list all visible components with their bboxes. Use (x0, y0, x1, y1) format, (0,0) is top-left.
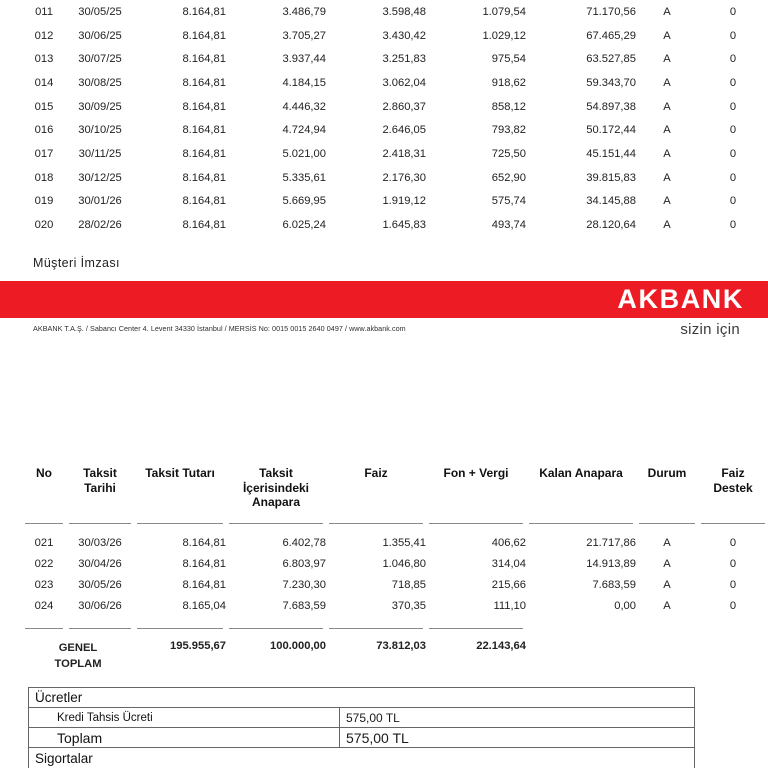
cell-interest: 1.645,83 (382, 219, 426, 232)
cell-status: A (663, 600, 671, 612)
row-pad (0, 24, 22, 48)
header-remaining-label: Kalan Anapara (539, 466, 623, 480)
cell-interest: 2.860,37 (382, 100, 426, 113)
total-rule-row (0, 617, 768, 638)
rule-no (22, 512, 66, 533)
total-pad (0, 638, 22, 672)
cell-fund-tax: 493,74 (491, 219, 526, 232)
grand-total-label (22, 638, 134, 672)
cell-support: 0 (729, 600, 737, 612)
insurance-section-header (29, 748, 694, 768)
cell-no: 014 (34, 76, 54, 89)
cell-date: 28/02/26 (78, 219, 122, 232)
header-status-label: Durum (647, 466, 687, 480)
cell-status: A (663, 147, 671, 160)
cell-no: 020 (34, 219, 54, 232)
rule-support (698, 512, 768, 533)
customer-signature-label: Müşteri İmzası (33, 256, 120, 270)
cell-fund-tax: 111,10 (493, 600, 526, 612)
header-principal-line2: İçerisindeki (242, 480, 310, 495)
cell-no: 023 (34, 579, 54, 591)
cell-date: 30/03/26 (78, 537, 122, 549)
cell-fund-tax: 975,54 (491, 53, 526, 66)
fee-item-label: Kredi Tahsis Ücreti (57, 711, 153, 724)
cell-date: 30/12/25 (78, 171, 122, 184)
cell-no: 012 (34, 29, 54, 42)
cell-remaining: 28.120,64 (586, 219, 636, 232)
cell-no: 018 (34, 171, 54, 184)
cell-date: 30/04/26 (78, 558, 122, 570)
fees-section-header (29, 688, 694, 708)
cell-interest: 2.418,31 (382, 147, 426, 160)
cell-installment: 8.164,81 (182, 5, 226, 18)
cell-installment: 8.164,81 (182, 76, 226, 89)
rule-interest (326, 512, 426, 533)
table-row (0, 118, 768, 142)
table-row (0, 142, 768, 166)
rule-fund-tax (426, 512, 526, 533)
cell-status: A (663, 579, 671, 591)
cell-principal: 3.937,44 (282, 53, 326, 66)
rule-installment (134, 512, 226, 533)
insurance-section-title: Sigortalar (35, 750, 93, 766)
cell-remaining: 0,00 (614, 600, 636, 612)
cell-interest: 718,85 (391, 579, 426, 591)
cell-no: 017 (34, 147, 54, 160)
grand-total-row (0, 638, 768, 672)
row-pad (0, 190, 22, 214)
cell-date: 30/06/26 (78, 600, 122, 612)
cell-principal: 7.230,30 (282, 579, 326, 591)
fee-total-label: Toplam (57, 729, 103, 746)
header-support-line1: Faiz (721, 466, 745, 480)
cell-installment: 8.164,81 (182, 195, 226, 208)
cell-fund-tax: 1.079,54 (482, 5, 526, 18)
rule-remaining (526, 617, 636, 638)
header-no (22, 466, 66, 512)
header-installment-label: Taksit Tutarı (145, 466, 215, 480)
total-remaining-empty (526, 638, 636, 672)
cell-remaining: 63.527,85 (586, 53, 636, 66)
header-date (66, 466, 134, 512)
cell-interest: 2.176,30 (382, 171, 426, 184)
rule-principal (226, 617, 326, 638)
header-support-line2: Destek (713, 480, 753, 495)
total-support-empty (698, 638, 768, 672)
rule-date (66, 617, 134, 638)
rule-installment (134, 617, 226, 638)
cell-support: 0 (729, 147, 737, 160)
cell-fund-tax: 1.029,12 (482, 29, 526, 42)
header-principal (226, 466, 326, 512)
header-principal-line3: Anapara (251, 495, 301, 509)
grand-total-label-line2: TOPLAM (54, 657, 102, 670)
cell-interest: 3.062,04 (382, 76, 426, 89)
cell-remaining: 34.145,88 (586, 195, 636, 208)
cell-remaining: 67.465,29 (586, 29, 636, 42)
header-support (698, 466, 768, 512)
cell-no: 016 (34, 124, 54, 137)
cell-date: 30/10/25 (78, 124, 122, 137)
cell-installment: 8.164,81 (182, 29, 226, 42)
cell-status: A (663, 171, 671, 184)
cell-interest: 370,35 (391, 600, 426, 612)
row-pad (0, 0, 22, 24)
cell-support: 0 (729, 171, 737, 184)
cell-status: A (663, 537, 671, 549)
cell-status: A (663, 5, 671, 18)
fee-total-value: 575,00 TL (339, 728, 694, 747)
row-pad (0, 575, 22, 596)
table-row (0, 0, 768, 24)
rule-interest (326, 617, 426, 638)
cell-support: 0 (729, 558, 737, 570)
table-row (0, 213, 768, 237)
cell-support: 0 (729, 5, 737, 18)
rule-fund-tax (426, 617, 526, 638)
cell-support: 0 (729, 29, 737, 42)
cell-fund-tax: 793,82 (491, 124, 526, 137)
cell-interest: 1.355,41 (382, 537, 426, 549)
header-fund-tax (426, 466, 526, 512)
cell-installment: 8.164,81 (182, 53, 226, 66)
header-no-label: No (36, 466, 52, 480)
cell-support: 0 (729, 53, 737, 66)
cell-date: 30/09/25 (78, 100, 122, 113)
fee-total-row (29, 728, 694, 748)
header-principal-line1: Taksit (259, 466, 293, 480)
cell-fund-tax: 918,62 (491, 76, 526, 89)
cell-support: 0 (729, 195, 737, 208)
cell-installment: 8.164,81 (182, 147, 226, 160)
header-status (636, 466, 698, 512)
row-pad (0, 118, 22, 142)
cell-no: 015 (34, 100, 54, 113)
cell-fund-tax: 725,50 (491, 147, 526, 160)
cell-status: A (663, 124, 671, 137)
installment-table-top (0, 0, 768, 237)
cell-no: 021 (34, 537, 54, 549)
header-interest (326, 466, 426, 512)
cell-principal: 7.683,59 (282, 600, 326, 612)
row-pad (0, 213, 22, 237)
cell-principal: 3.705,27 (282, 29, 326, 42)
table-row (0, 554, 768, 575)
cell-principal: 5.335,61 (282, 171, 326, 184)
row-pad (0, 142, 22, 166)
cell-interest: 3.598,48 (382, 5, 426, 18)
rule-pad (0, 617, 22, 638)
total-fund-tax: 22.143,64 (476, 639, 526, 652)
cell-installment: 8.164,81 (182, 100, 226, 113)
cell-support: 0 (729, 76, 737, 89)
rule-principal (226, 512, 326, 533)
cell-remaining: 71.170,56 (586, 5, 636, 18)
cell-status: A (663, 29, 671, 42)
cell-remaining: 59.343,70 (586, 76, 636, 89)
cell-status: A (663, 195, 671, 208)
cell-principal: 4.184,15 (282, 76, 326, 89)
cell-support: 0 (729, 219, 737, 232)
cell-installment: 8.164,81 (182, 537, 226, 549)
cell-principal: 6.803,97 (282, 558, 326, 570)
table-row (0, 47, 768, 71)
header-installment (134, 466, 226, 512)
cell-remaining: 50.172,44 (586, 124, 636, 137)
table-row (0, 24, 768, 48)
legal-footer-line: AKBANK T.A.Ş. / Sabancı Center 4. Levent 34330 İstanbul / MERSİS No: 0015 0015 2640 0497 / www.akbank.com (33, 324, 406, 333)
row-pad (0, 71, 22, 95)
cell-installment: 8.164,81 (182, 558, 226, 570)
cell-installment: 8.165,04 (182, 600, 226, 612)
cell-status: A (663, 219, 671, 232)
table-row (0, 190, 768, 214)
cell-no: 024 (34, 600, 54, 612)
brand-slogan: sizin için (680, 321, 740, 338)
row-pad (0, 533, 22, 554)
table-row (0, 71, 768, 95)
cell-status: A (663, 558, 671, 570)
fees-section-title: Ücretler (35, 690, 83, 705)
header-fund-tax-label: Fon + Vergi (443, 466, 509, 480)
cell-installment: 8.164,81 (182, 219, 226, 232)
fees-box (28, 687, 695, 768)
rule-status (636, 617, 698, 638)
header-date-line2: Tarihi (84, 480, 116, 495)
cell-remaining: 7.683,59 (592, 579, 636, 591)
cell-principal: 6.025,24 (282, 219, 326, 232)
fee-item-row (29, 708, 694, 728)
cell-principal: 4.724,94 (282, 124, 326, 137)
cell-no: 013 (34, 53, 54, 66)
table-header-row (0, 466, 768, 512)
cell-remaining: 54.897,38 (586, 100, 636, 113)
cell-date: 30/06/25 (78, 29, 122, 42)
header-date-line1: Taksit (83, 466, 117, 480)
cell-principal: 5.021,00 (282, 147, 326, 160)
total-principal: 100.000,00 (270, 639, 326, 652)
cell-principal: 5.669,95 (282, 195, 326, 208)
cell-interest: 3.251,83 (382, 53, 426, 66)
cell-date: 30/05/26 (78, 579, 122, 591)
cell-fund-tax: 215,66 (491, 579, 526, 591)
cell-remaining: 39.815,83 (586, 171, 636, 184)
cell-date: 30/11/25 (78, 147, 122, 160)
cell-interest: 1.919,12 (382, 195, 426, 208)
header-remaining (526, 466, 636, 512)
cell-support: 0 (729, 124, 737, 137)
cell-principal: 3.486,79 (282, 5, 326, 18)
total-interest: 73.812,03 (376, 639, 426, 652)
row-pad (0, 47, 22, 71)
cell-remaining: 21.717,86 (586, 537, 636, 549)
table-row (0, 95, 768, 119)
cell-interest: 2.646,05 (382, 124, 426, 137)
cell-principal: 6.402,78 (282, 537, 326, 549)
cell-support: 0 (729, 579, 737, 591)
row-pad (0, 95, 22, 119)
rule-remaining (526, 512, 636, 533)
cell-fund-tax: 652,90 (491, 171, 526, 184)
cell-status: A (663, 100, 671, 113)
table-row (0, 575, 768, 596)
cell-no: 011 (35, 5, 53, 18)
cell-principal: 4.446,32 (282, 100, 326, 113)
cell-interest: 3.430,42 (382, 29, 426, 42)
row-pad (0, 596, 22, 617)
cell-no: 022 (34, 558, 54, 570)
rule-support (698, 617, 768, 638)
cell-fund-tax: 575,74 (491, 195, 526, 208)
akbank-logo: AKBANK (617, 284, 744, 314)
installment-table-bottom (0, 466, 768, 672)
rule-pad (0, 512, 22, 533)
cell-fund-tax: 858,12 (491, 100, 526, 113)
header-pad (0, 466, 22, 512)
cell-no: 019 (34, 195, 54, 208)
cell-installment: 8.164,81 (182, 171, 226, 184)
cell-date: 30/01/26 (78, 195, 122, 208)
fee-item-value: 575,00 TL (339, 708, 694, 727)
cell-status: A (663, 53, 671, 66)
cell-installment: 8.164,81 (182, 124, 226, 137)
cell-installment: 8.164,81 (182, 579, 226, 591)
rule-date (66, 512, 134, 533)
cell-remaining: 14.913,89 (586, 558, 636, 570)
cell-date: 30/08/25 (78, 76, 122, 89)
cell-support: 0 (729, 537, 737, 549)
cell-support: 0 (729, 100, 737, 113)
cell-interest: 1.046,80 (382, 558, 426, 570)
cell-date: 30/05/25 (78, 5, 122, 18)
table-row (0, 166, 768, 190)
table-row (0, 596, 768, 617)
row-pad (0, 166, 22, 190)
total-installment: 195.955,67 (170, 639, 226, 652)
header-rule-row (0, 512, 768, 533)
grand-total-label-line1: GENEL (58, 641, 98, 654)
rule-status (636, 512, 698, 533)
rule-no (22, 617, 66, 638)
table-row (0, 533, 768, 554)
cell-date: 30/07/25 (78, 53, 122, 66)
total-status-empty (636, 638, 698, 672)
row-pad (0, 554, 22, 575)
cell-status: A (663, 76, 671, 89)
header-interest-label: Faiz (364, 466, 388, 480)
cell-fund-tax: 314,04 (491, 558, 526, 570)
cell-remaining: 45.151,44 (586, 147, 636, 160)
cell-fund-tax: 406,62 (491, 537, 526, 549)
